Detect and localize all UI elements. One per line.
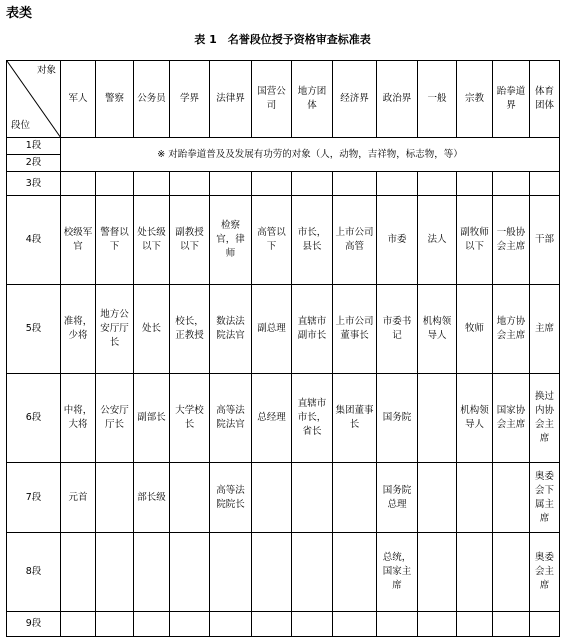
table-cell: 奥委会下属主席 bbox=[530, 463, 560, 533]
table-cell bbox=[134, 612, 170, 637]
table-cell bbox=[333, 612, 377, 637]
level-label: 9段 bbox=[7, 612, 61, 637]
table-cell: 副教授以下 bbox=[170, 196, 210, 285]
table-cell bbox=[252, 172, 292, 196]
table-cell bbox=[493, 463, 530, 533]
table-cell bbox=[418, 172, 457, 196]
table-cell: 机构领导人 bbox=[457, 374, 493, 463]
column-header: 警察 bbox=[96, 61, 134, 138]
table-cell: 直辖市市长，省长 bbox=[292, 374, 333, 463]
table-cell: 市长，县长 bbox=[292, 196, 333, 285]
table-cell: 处长级以下 bbox=[134, 196, 170, 285]
level-row-7 bbox=[7, 463, 560, 533]
table-cell bbox=[493, 612, 530, 637]
table-cell bbox=[252, 463, 292, 533]
table-cell bbox=[210, 612, 252, 637]
table-cell: 主席 bbox=[530, 285, 560, 374]
table-cell: 数法法院法官 bbox=[210, 285, 252, 374]
table-cell bbox=[377, 172, 418, 196]
column-header: 法律界 bbox=[210, 61, 252, 138]
column-header: 经济界 bbox=[333, 61, 377, 138]
table-cell bbox=[61, 612, 96, 637]
table-cell bbox=[457, 533, 493, 612]
qualification-table bbox=[6, 60, 560, 637]
table-cell bbox=[170, 533, 210, 612]
table-caption: 表 1 名誉段位授予资格审查标准表 bbox=[194, 33, 371, 46]
level-label: 5段 bbox=[7, 285, 61, 374]
table-cell bbox=[252, 533, 292, 612]
table-cell: 换过内协会主席 bbox=[530, 374, 560, 463]
level-row-1 bbox=[7, 138, 560, 155]
column-header: 国营公司 bbox=[252, 61, 292, 138]
table-cell: 校长，正教授 bbox=[170, 285, 210, 374]
table-cell bbox=[134, 533, 170, 612]
column-header: 跆拳道界 bbox=[493, 61, 530, 138]
table-cell bbox=[333, 533, 377, 612]
level-label: 1段 bbox=[7, 138, 61, 155]
column-header: 体育团体 bbox=[530, 61, 560, 138]
table-cell: 部长级 bbox=[134, 463, 170, 533]
level-label: 6段 bbox=[7, 374, 61, 463]
table-cell: 机构领导人 bbox=[418, 285, 457, 374]
table-cell: 市委 bbox=[377, 196, 418, 285]
table-cell bbox=[457, 463, 493, 533]
table-cell bbox=[170, 612, 210, 637]
level-label: 3段 bbox=[7, 172, 61, 196]
table-cell bbox=[292, 612, 333, 637]
table-cell: 上市公司高管 bbox=[333, 196, 377, 285]
table-cell bbox=[210, 172, 252, 196]
table-cell bbox=[210, 533, 252, 612]
table-cell: 国家协会主席 bbox=[493, 374, 530, 463]
table-cell: 公安厅厅长 bbox=[96, 374, 134, 463]
table-cell: 元首 bbox=[61, 463, 96, 533]
table-cell: 地方协会主席 bbox=[493, 285, 530, 374]
table-cell bbox=[418, 463, 457, 533]
table-cell bbox=[333, 463, 377, 533]
table-cell bbox=[61, 533, 96, 612]
table-cell: 准将，少将 bbox=[61, 285, 96, 374]
table-cell bbox=[493, 172, 530, 196]
table-cell: 上市公司董事长 bbox=[333, 285, 377, 374]
level-row-6 bbox=[7, 374, 560, 463]
table-cell: 一般协会主席 bbox=[493, 196, 530, 285]
table-cell: 集团董事长 bbox=[333, 374, 377, 463]
column-header: 地方团体 bbox=[292, 61, 333, 138]
table-cell bbox=[333, 172, 377, 196]
table-cell bbox=[96, 533, 134, 612]
table-cell bbox=[530, 172, 560, 196]
table-cell: 中将，大将 bbox=[61, 374, 96, 463]
table-cell: 高管以下 bbox=[252, 196, 292, 285]
table-cell bbox=[96, 172, 134, 196]
table-cell bbox=[418, 533, 457, 612]
table-cell: 市委书记 bbox=[377, 285, 418, 374]
table-cell: 高等法院院长 bbox=[210, 463, 252, 533]
table-cell bbox=[457, 172, 493, 196]
level-row-9 bbox=[7, 612, 560, 637]
table-cell: 副牧师以下 bbox=[457, 196, 493, 285]
section-heading: 表类 bbox=[6, 6, 33, 21]
table-cell: 直辖市副市长 bbox=[292, 285, 333, 374]
level-label: 2段 bbox=[7, 155, 61, 172]
column-header: 公务员 bbox=[134, 61, 170, 138]
table-cell bbox=[170, 172, 210, 196]
table-cell: 警督以下 bbox=[96, 196, 134, 285]
table-cell: 副部长 bbox=[134, 374, 170, 463]
table-cell bbox=[530, 612, 560, 637]
table-cell bbox=[134, 172, 170, 196]
table-cell bbox=[61, 172, 96, 196]
column-header: 一般 bbox=[418, 61, 457, 138]
level-label: 8段 bbox=[7, 533, 61, 612]
level-row-4 bbox=[7, 196, 560, 285]
table-cell bbox=[96, 612, 134, 637]
merged-note: ※ 对跆拳道普及及发展有功劳的对象（人，动物，吉祥物，标志物，等） bbox=[61, 138, 560, 172]
table-cell bbox=[418, 374, 457, 463]
table-cell: 检察官，律师 bbox=[210, 196, 252, 285]
table-cell bbox=[377, 612, 418, 637]
table-cell: 干部 bbox=[530, 196, 560, 285]
column-header: 政治界 bbox=[377, 61, 418, 138]
header-row bbox=[7, 61, 560, 138]
column-header: 宗教 bbox=[457, 61, 493, 138]
table-cell bbox=[418, 612, 457, 637]
corner-object-label: 对象 bbox=[36, 65, 56, 76]
table-cell bbox=[493, 533, 530, 612]
table-cell: 总经理 bbox=[252, 374, 292, 463]
level-row-3 bbox=[7, 172, 560, 196]
table-cell: 处长 bbox=[134, 285, 170, 374]
table-cell bbox=[96, 463, 134, 533]
corner-cell bbox=[7, 61, 61, 138]
column-header: 学界 bbox=[170, 61, 210, 138]
corner-level-label: 段位 bbox=[11, 120, 31, 131]
table-cell: 国务院总理 bbox=[377, 463, 418, 533]
table-cell: 法人 bbox=[418, 196, 457, 285]
level-label: 4段 bbox=[7, 196, 61, 285]
table-cell bbox=[170, 463, 210, 533]
table-cell: 总统，国家主席 bbox=[377, 533, 418, 612]
level-label: 7段 bbox=[7, 463, 61, 533]
table-cell: 牧师 bbox=[457, 285, 493, 374]
table-cell: 副总理 bbox=[252, 285, 292, 374]
table-cell bbox=[292, 533, 333, 612]
table-cell: 高等法院法官 bbox=[210, 374, 252, 463]
level-row-5 bbox=[7, 285, 560, 374]
column-header: 军人 bbox=[61, 61, 96, 138]
table-cell: 大学校长 bbox=[170, 374, 210, 463]
table-cell bbox=[252, 612, 292, 637]
level-row-8 bbox=[7, 533, 560, 612]
table-cell: 校级军官 bbox=[61, 196, 96, 285]
table-cell bbox=[292, 172, 333, 196]
table-cell: 国务院 bbox=[377, 374, 418, 463]
table-cell bbox=[292, 463, 333, 533]
table-cell bbox=[457, 612, 493, 637]
table-cell: 奥委会主席 bbox=[530, 533, 560, 612]
table-cell: 地方公安厅厅长 bbox=[96, 285, 134, 374]
